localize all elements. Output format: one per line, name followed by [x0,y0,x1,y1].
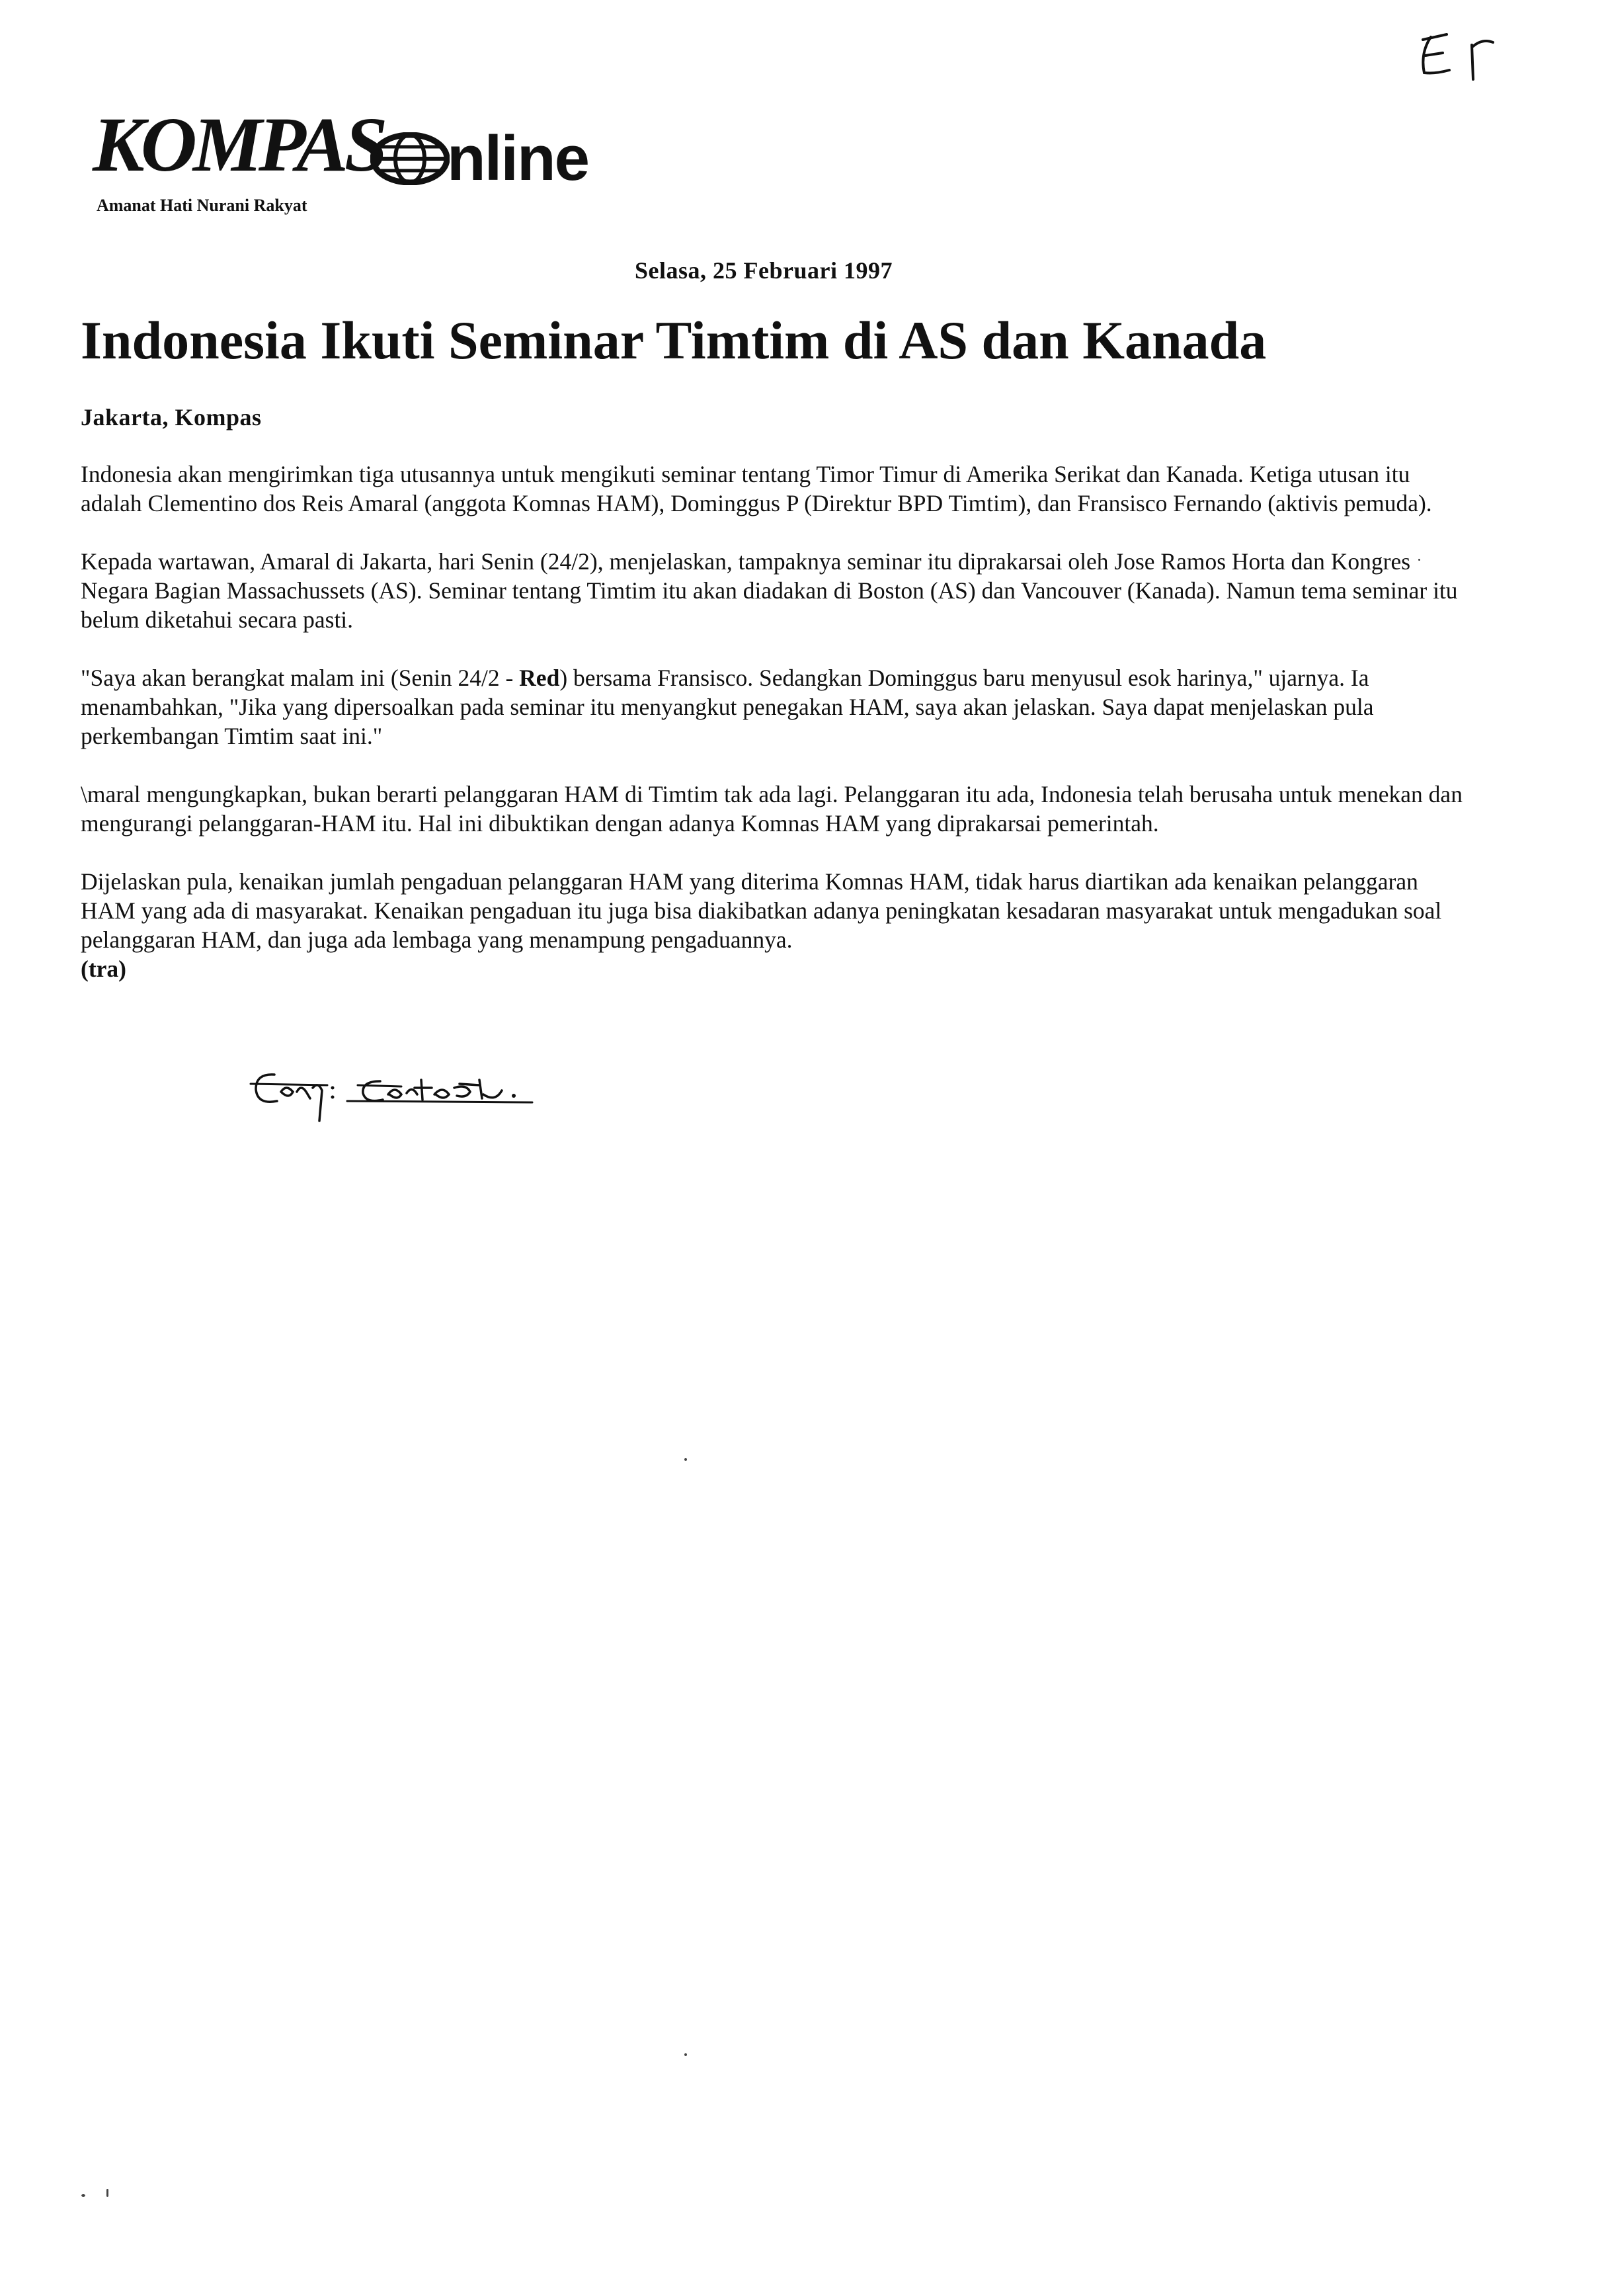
globe-icon [370,132,450,185]
article-headline: Indonesia Ikuti Seminar Timtim di AS dan Kanada [81,310,1267,370]
article-dateline: Jakarta, Kompas [81,404,262,430]
article-paragraph [81,663,1476,751]
article-paragraph: Kepada wartawan, Amaral di Jakarta, hari Senin (24/2), menjelaskan, tampaknya seminar itu diprakarsai oleh Jose Ramos Horta dan Kongres Negara Bagian Massachussets (AS). Seminar tentang Timtim itu akan diadakan di Boston (AS) dan Vancouver (Kanada). Namun tema seminar itu belum diketahui secara pasti. [81,548,1458,633]
paragraph-text: ) bersama Fransisco. Sedangkan Dominggus baru menyusul esok harinya," ujarnya. Ia menambahkan, "Jika yang dipersoalkan pada seminar itu menyangkut penegakan HAM, saya akan jelaskan. Saya dapat menjelaskan pula perkembangan Timtim saat ini." [81,665,1374,749]
article-paragraph: \maral mengungkapkan, bukan berarti pelanggaran HAM di Timtim tak ada lagi. Pelanggaran itu ada, Indonesia telah berusaha untuk menekan dan mengurangi pelanggaran-HAM itu. Hal ini dibuktikan dengan adanya Komnas HAM yang diprakarsai pemerintah. [81,781,1463,837]
scan-speck [1418,559,1420,561]
article-body [81,460,1476,983]
article-paragraph: Indonesia akan mengirimkan tiga utusannya untuk mengikuti seminar tentang Timor Timur di Amerika Serikat dan Kanada. Ketiga utusan itu adalah Clementino dos Reis Amaral (anggota Komnas HAM), Dominggus P (Direktur BPD Timtim), dan Fransisco Fernando (aktivis pemuda). [81,461,1432,516]
editor-note: Red [519,665,560,691]
brand-logo: KOMPAS [93,101,384,188]
online-wordmark: nline [447,123,589,194]
handwritten-corner-mark [1408,26,1508,86]
paragraph-text: "Saya akan berangkat malam ini (Senin 24/2 - [81,665,520,691]
article-date: Selasa, 25 Februari 1997 [635,257,893,284]
article-paragraph [81,867,1476,983]
paragraph-text: Dijelaskan pula, kenaikan jumlah pengaduan pelanggaran HAM yang diterima Komnas HAM, tidak harus diartikan ada kenaikan pelanggaran HAM yang ada di masyarakat. Kenaikan pengaduan itu juga bisa diakibatkan adanya peningkatan kesadaran masyarakat untuk mengadukan soal pelanggaran HAM, dan juga ada lembaga yang menampung pengaduannya. [81,868,1442,953]
scan-marks [76,2182,136,2202]
online-logo [370,123,589,194]
masthead [93,101,688,225]
scan-speck [684,1458,687,1461]
scan-speck [684,2053,687,2056]
handwritten-note [248,1055,645,1134]
article-byline: (tra) [81,956,126,982]
masthead-tagline: Amanat Hati Nurani Rakyat [97,196,307,215]
